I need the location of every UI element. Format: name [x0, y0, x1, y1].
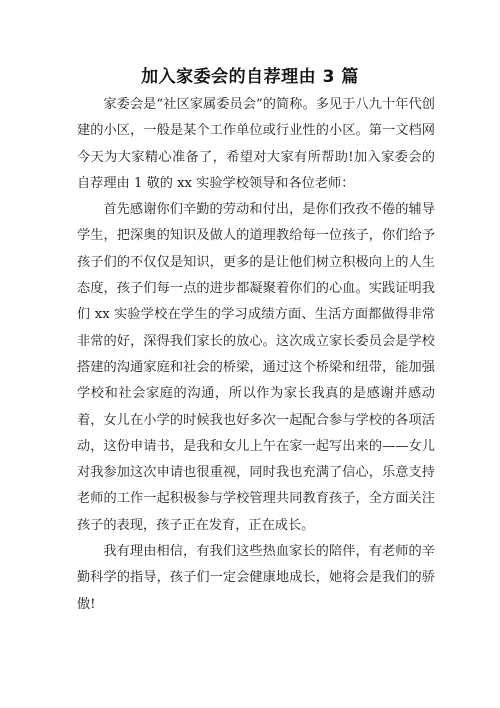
- paragraph-thanks: 首先感谢你们辛勤的劳动和付出，是你们孜孜不倦的辅导学生，把深奥的知识及做人的道理教给每一位孩子，你们给予孩子们的不仅仅是知识，更多的是让他们树立积极向上的人生态度，孩子们每一点的进步都凝聚着你们的心血。实践证明我们 xx 实验学校在学生的学习成绩方面、生活方面都做得非常非常的好，深得我们家长的放心。这次成立家长委员会是学校搭建的沟通家庭和社会的桥梁，通过这个桥梁和纽带，能加强学校和社会家庭的沟通，所以作为家长我真的是感谢并感动着，女儿在小学的时候我也好多次一起配合参与学校的各项活动，这份申请书，是我和女儿上午在家一起写出来的——女儿对我参加这次申请也很重视，同时我也充满了信心，乐意支持老师的工作一起积极参与学校管理共同教育孩子，全方面关注孩子的表现，孩子正在发育，正在成长。: [77, 202, 435, 533]
- paragraph-conclusion: 我有理由相信，有我们这些热血家长的陪伴，有老师的辛勤科学的指导，孩子们一定会健康地成长，她将会是我们的骄傲!: [77, 544, 435, 612]
- paragraph-intro: 家委会是“社区家属委员会”的简称。多见于八九十年代创建的小区，一般是某个工作单位或行业性的小区。第一文档网今天为大家精心准备了，希望对大家有所帮助!加入家委会的自荐理由 1 敬的 xx 实验学校领导和各位老师：: [77, 97, 435, 191]
- document-body: [77, 92, 435, 618]
- document-title: 加入家委会的自荐理由 3 篇: [141, 67, 359, 87]
